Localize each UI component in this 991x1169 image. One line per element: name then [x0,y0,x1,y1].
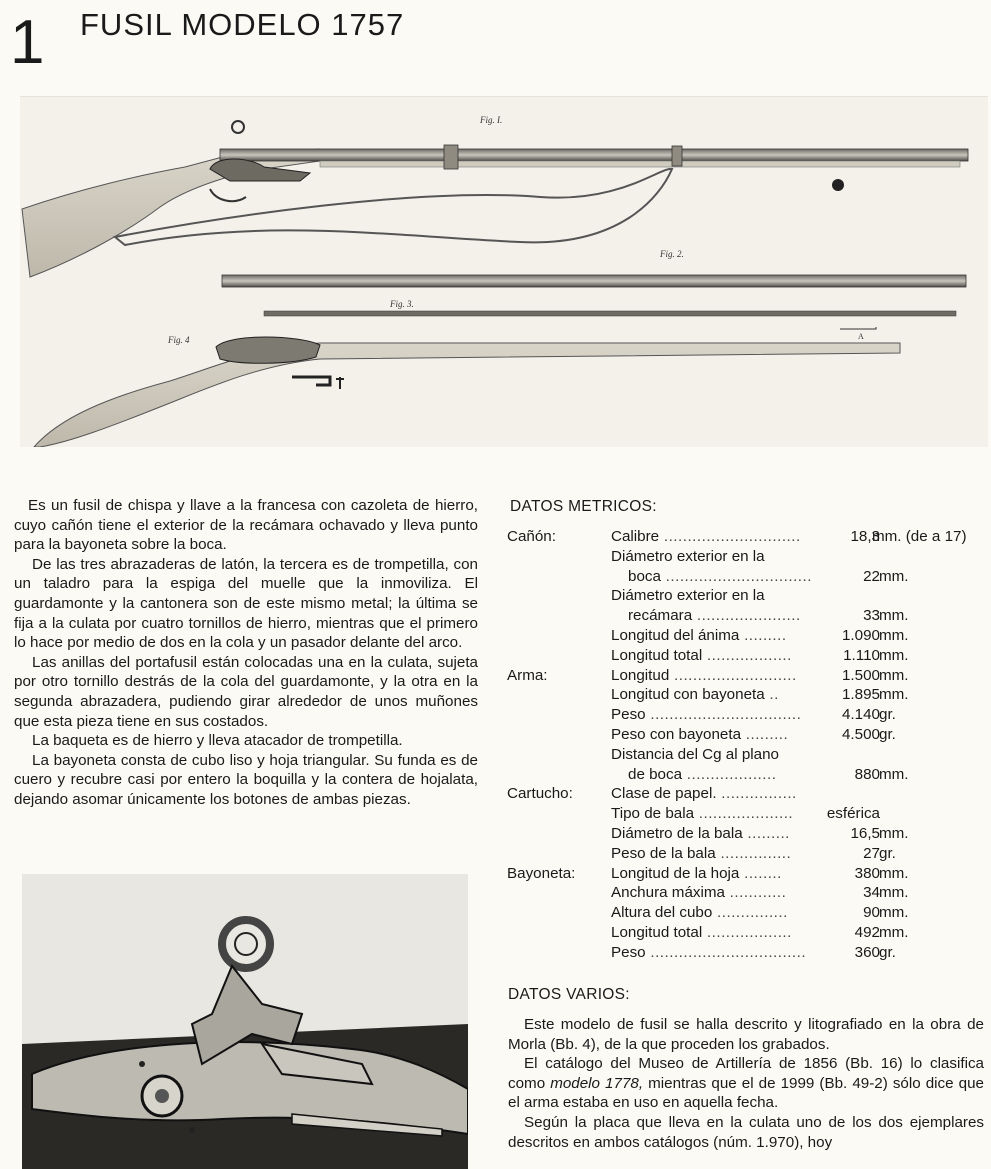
metric-label-cell [611,903,788,923]
metric-value: 16,5 [850,824,880,842]
fig4-stock [34,327,900,447]
metric-label: Diámetro de la bala [611,824,743,842]
metric-value: 4.500 [841,725,880,743]
metric-label-cell [611,666,797,686]
metric-value: 1.090 [841,626,880,644]
metric-row [507,725,987,745]
metric-label-cell [611,804,793,824]
metric-unit: gr. [879,706,896,724]
metric-row [507,784,987,804]
metric-label-cell [611,923,792,943]
metric-unit: mm. (de a 17) [872,528,967,545]
metric-unit: mm. [879,864,909,882]
metric-row [507,824,987,844]
metric-row [507,844,987,864]
metric-unit: mm. [879,923,909,941]
metric-label: Longitud [611,666,670,684]
metric-label-cell [611,547,765,567]
metric-label: Diámetro exterior en la [611,587,765,605]
metric-unit: mm. [879,904,909,922]
metric-value: 1.110 [843,646,880,664]
metric-row [507,567,987,587]
varios-paragraph: Este modelo de fusil se halla descrito y litografiado en la obra de Morla (Bb. 4), de la que proceden los grabados. [508,1016,984,1053]
description-text [14,496,478,810]
metric-label-cell [611,685,779,705]
metric-label-cell [611,586,765,606]
metric-unit: mm. [879,666,909,684]
metric-leader-dots: ................ [716,785,797,803]
metric-row [507,883,987,903]
metric-group: Cañón: [507,528,556,545]
metric-label-cell [611,527,801,547]
metric-value: esférica [826,805,880,823]
metric-row [507,923,987,943]
metric-label-cell [628,606,801,626]
metric-unit: mm. [879,686,909,704]
metric-leader-dots: ............................. [659,528,801,545]
metric-leader-dots: ........ [739,864,782,882]
metric-row [507,547,987,567]
metric-label-cell [611,725,788,745]
metric-label: boca [628,567,661,585]
metric-unit: mm. [879,567,909,585]
metric-row [507,646,987,666]
metric-leader-dots: ............... [715,844,792,862]
metric-label: Longitud total [611,923,703,941]
metric-leader-dots: ............ [724,884,787,902]
metric-label: Calibre [611,528,660,545]
metric-leader-dots: ......... [741,725,789,743]
fig3-ramrod [264,311,956,316]
metric-leader-dots: ......... [739,626,787,644]
metric-value: 34 [863,884,880,902]
metric-label-cell [611,883,786,903]
metric-label: Tipo de bala [611,805,695,823]
description-paragraph: La bayoneta consta de cubo liso y hoja triangular. Su funda es de cuero y recubre casi por entero la boquilla y la contera de hojalata, dejando asomar únicamente los botones de ambas piezas. [14,751,478,808]
metric-unit: mm. [879,765,909,783]
metric-leader-dots: .. [764,686,779,704]
metric-label: Clase de papel. [611,785,717,803]
metric-leader-dots: .................. [702,923,792,941]
metric-value: 22 [863,567,880,585]
metric-unit: gr. [879,844,896,862]
metric-value: 360 [854,943,880,961]
metric-label: Anchura máxima [611,884,725,902]
varios-text: mientras que el de 1999 (Bb. 49-2) sólo dice que el arma estaba en uso en aquella fecha. [508,1074,984,1112]
metric-label: Peso con bayoneta [611,725,742,743]
metric-label-cell [611,943,806,963]
metric-label-cell [628,567,812,587]
metric-label: Peso [611,706,646,724]
varios-paragraph [508,1054,984,1113]
metric-label-cell [611,745,779,765]
description-paragraph: La baqueta es de hierro y lleva atacador de trompetilla. [32,732,403,750]
metric-row [507,943,987,963]
metric-label-cell [611,864,782,884]
fig1-musket [22,121,968,277]
metric-label: Longitud con bayoneta [611,686,765,704]
metric-label: Longitud total [611,646,703,664]
metric-value: 1.895 [841,686,880,704]
letter-a-label: A [858,332,864,341]
metric-value: 1.500 [841,666,880,684]
metric-leader-dots: ................... [682,765,777,783]
metric-row [507,586,987,606]
metric-unit: mm. [879,607,909,625]
metric-row [507,745,987,765]
metric-label: Peso [611,943,646,961]
metric-value: 27 [863,844,880,862]
metric-leader-dots: .................. [702,646,792,664]
metric-label-cell [611,646,792,666]
lock-photograph [22,874,468,1169]
metric-label-cell [611,626,787,646]
metric-row [507,666,987,686]
metric-unit: mm. [879,646,909,664]
metric-unit: gr. [879,943,896,961]
metric-label: recámara [628,607,693,625]
metric-unit: mm. [879,884,909,902]
metric-label: Distancia del Cg al plano [611,745,780,763]
metric-leader-dots: .................... [694,805,794,823]
fig4-label: Fig. 4 [168,335,190,345]
datos-metricos-heading: DATOS METRICOS: [510,498,657,515]
metric-row [507,705,987,725]
metric-value: 380 [854,864,880,882]
model-name: modelo 1778, [550,1074,644,1092]
metric-label-cell [611,784,797,804]
description-paragraph: Es un fusil de chispa y llave a la francesa con cazoleta de hierro, cuyo cañón tiene el exterior de la recámara ochavado y lleva punto para la bayoneta sobre la boca. [14,497,478,554]
chapter-number: 1 [10,8,43,77]
metric-label: Longitud de la hoja [611,864,740,882]
page-title: FUSIL MODELO 1757 [80,7,405,42]
metric-leader-dots: ................................ [645,706,802,724]
description-paragraph: De las tres abrazaderas de latón, la tercera es de trompetilla, con un taladro para la espiga del muelle que la inmoviliza. El guardamonte y la cantonera son de este mismo metal; la última se fija a la culata por cuatro tornillos de hierro, mientras que el primero lo hace por medio de dos en la cola y un pasador delante del arco. [14,555,478,652]
engraving-plate [20,96,988,447]
metric-row [507,864,987,884]
metric-unit: mm. [879,824,909,842]
metric-row [507,606,987,626]
metric-row [507,626,987,646]
metric-value: 33 [863,607,880,625]
metric-row [507,527,987,547]
metric-label-cell [628,765,776,785]
metric-unit: gr. [879,725,896,743]
metric-leader-dots: ......... [742,824,790,842]
fig1-label: Fig. I. [480,115,503,125]
fig3-label: Fig. 3. [390,299,414,309]
metric-row [507,685,987,705]
metric-leader-dots: ............... [712,904,788,922]
metric-label: Altura del cubo [611,904,713,922]
fig2-label: Fig. 2. [660,249,684,259]
metric-row [507,804,987,824]
metric-value: 492 [854,923,880,941]
description-paragraph: Las anillas del portafusil están colocadas una en la culata, sujeta por otro tornillo destrás de la cola del guardamonte, y la otra en la segunda abrazadera, pudiendo girar alrededor de unos muñones que esta pieza tiene en sus costados. [14,653,478,730]
metric-group: Cartucho: [507,785,573,803]
metric-group: Arma: [507,666,548,684]
metric-leader-dots: ...................... [692,607,801,625]
metric-leader-dots: ................................. [645,943,807,961]
metric-leader-dots: ............................... [660,567,812,585]
metric-label: Diámetro exterior en la [611,547,765,565]
metric-value: 90 [863,904,880,922]
metric-unit: mm. [879,626,909,644]
fig2-barrel [222,275,966,287]
metric-label-cell [611,844,791,864]
datos-varios-text [508,1015,984,1152]
metric-value: 4.140 [841,706,880,724]
datos-varios-heading: DATOS VARIOS: [508,986,630,1003]
metric-label-cell [611,824,790,844]
metric-leader-dots: .......................... [669,666,797,684]
metric-label: de boca [628,765,683,783]
metrics-table [507,527,987,963]
metric-row [507,903,987,923]
metric-row [507,765,987,785]
varios-paragraph: Según la placa que lleva en la culata uno de los dos ejemplares descritos en ambos catálogos (núm. 1.970), hoy [508,1113,984,1151]
metric-value: 18,3 [850,528,880,545]
metric-group: Bayoneta: [507,864,576,882]
varios-text: El catálogo del Museo de Artillería de 1856 (Bb. 16) lo clasifica como [508,1055,984,1092]
metric-label-cell [611,705,801,725]
metric-label: Longitud del ánima [611,626,740,644]
metric-label: Peso de la bala [611,844,716,862]
metric-value: 880 [854,765,880,783]
